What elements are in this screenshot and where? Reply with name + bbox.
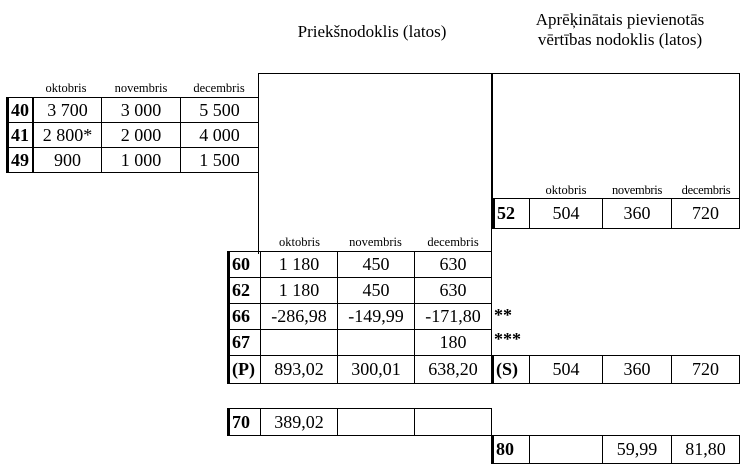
table-cell: 180 <box>414 329 492 356</box>
table-cell: 720 <box>671 198 740 229</box>
middle-month-october: oktobris <box>279 235 320 249</box>
row-code: 62 <box>227 277 261 304</box>
table-cell: 638,20 <box>414 355 492 384</box>
table-cell: 893,02 <box>260 355 338 384</box>
table-cell <box>337 329 415 356</box>
table-cell: 504 <box>529 198 603 229</box>
row-code: (P) <box>227 355 261 384</box>
footnote-mark: ** <box>494 305 512 325</box>
table-cell <box>529 435 603 464</box>
table-cell: 504 <box>529 355 603 384</box>
row-code: (S) <box>491 355 530 384</box>
table-cell: 389,02 <box>260 408 338 436</box>
footnote-mark: *** <box>494 329 521 349</box>
row-code: 66 <box>227 303 261 330</box>
table-cell: 2 000 <box>101 122 181 148</box>
right-month-october: oktobris <box>545 183 587 197</box>
middle-month-november: novembris <box>349 235 402 249</box>
left-month-december: decembris <box>193 81 245 95</box>
row-code: 40 <box>6 97 33 123</box>
table-cell <box>337 408 415 436</box>
row-code: 70 <box>227 408 261 436</box>
table-cell: -149,99 <box>337 303 415 330</box>
table-cell: 59,99 <box>602 435 672 464</box>
table-cell: 630 <box>414 251 492 278</box>
left-month-november: novembris <box>114 81 168 95</box>
table-cell: -171,80 <box>414 303 492 330</box>
table-cell: 1 500 <box>180 147 259 173</box>
table-cell <box>414 408 492 436</box>
output-tax-header: Aprēķinātais pievienotās vērtības nodoklis (latos) <box>535 10 705 49</box>
table-cell: 1 180 <box>260 277 338 304</box>
row-code: 80 <box>491 435 530 464</box>
right-month-december: decembris <box>681 183 731 197</box>
table-cell: 450 <box>337 251 415 278</box>
row-code: 60 <box>227 251 261 278</box>
input-tax-frame <box>258 73 492 254</box>
table-cell: 1 180 <box>260 251 338 278</box>
table-cell: 5 500 <box>180 97 259 123</box>
table-cell: 360 <box>602 198 672 229</box>
table-cell: 3 700 <box>33 97 102 123</box>
table-cell: 360 <box>602 355 672 384</box>
right-month-november: novembris <box>611 183 663 197</box>
table-cell: 900 <box>33 147 102 173</box>
left-month-october: oktobris <box>45 81 87 95</box>
middle-month-december: decembris <box>427 235 479 249</box>
table-cell: 4 000 <box>180 122 259 148</box>
row-code: 67 <box>227 329 261 356</box>
table-cell <box>260 329 338 356</box>
table-cell: -286,98 <box>260 303 338 330</box>
table-cell: 630 <box>414 277 492 304</box>
table-cell: 81,80 <box>671 435 740 464</box>
table-cell: 720 <box>671 355 740 384</box>
row-code: 52 <box>492 198 530 229</box>
row-code: 41 <box>6 122 33 148</box>
table-cell: 1 000 <box>101 147 181 173</box>
table-cell: 2 800* <box>33 122 102 148</box>
table-cell: 300,01 <box>337 355 415 384</box>
table-cell: 3 000 <box>101 97 181 123</box>
table-cell: 450 <box>337 277 415 304</box>
row-code: 49 <box>6 147 33 173</box>
input-tax-header: Priekšnodoklis (latos) <box>297 22 447 41</box>
